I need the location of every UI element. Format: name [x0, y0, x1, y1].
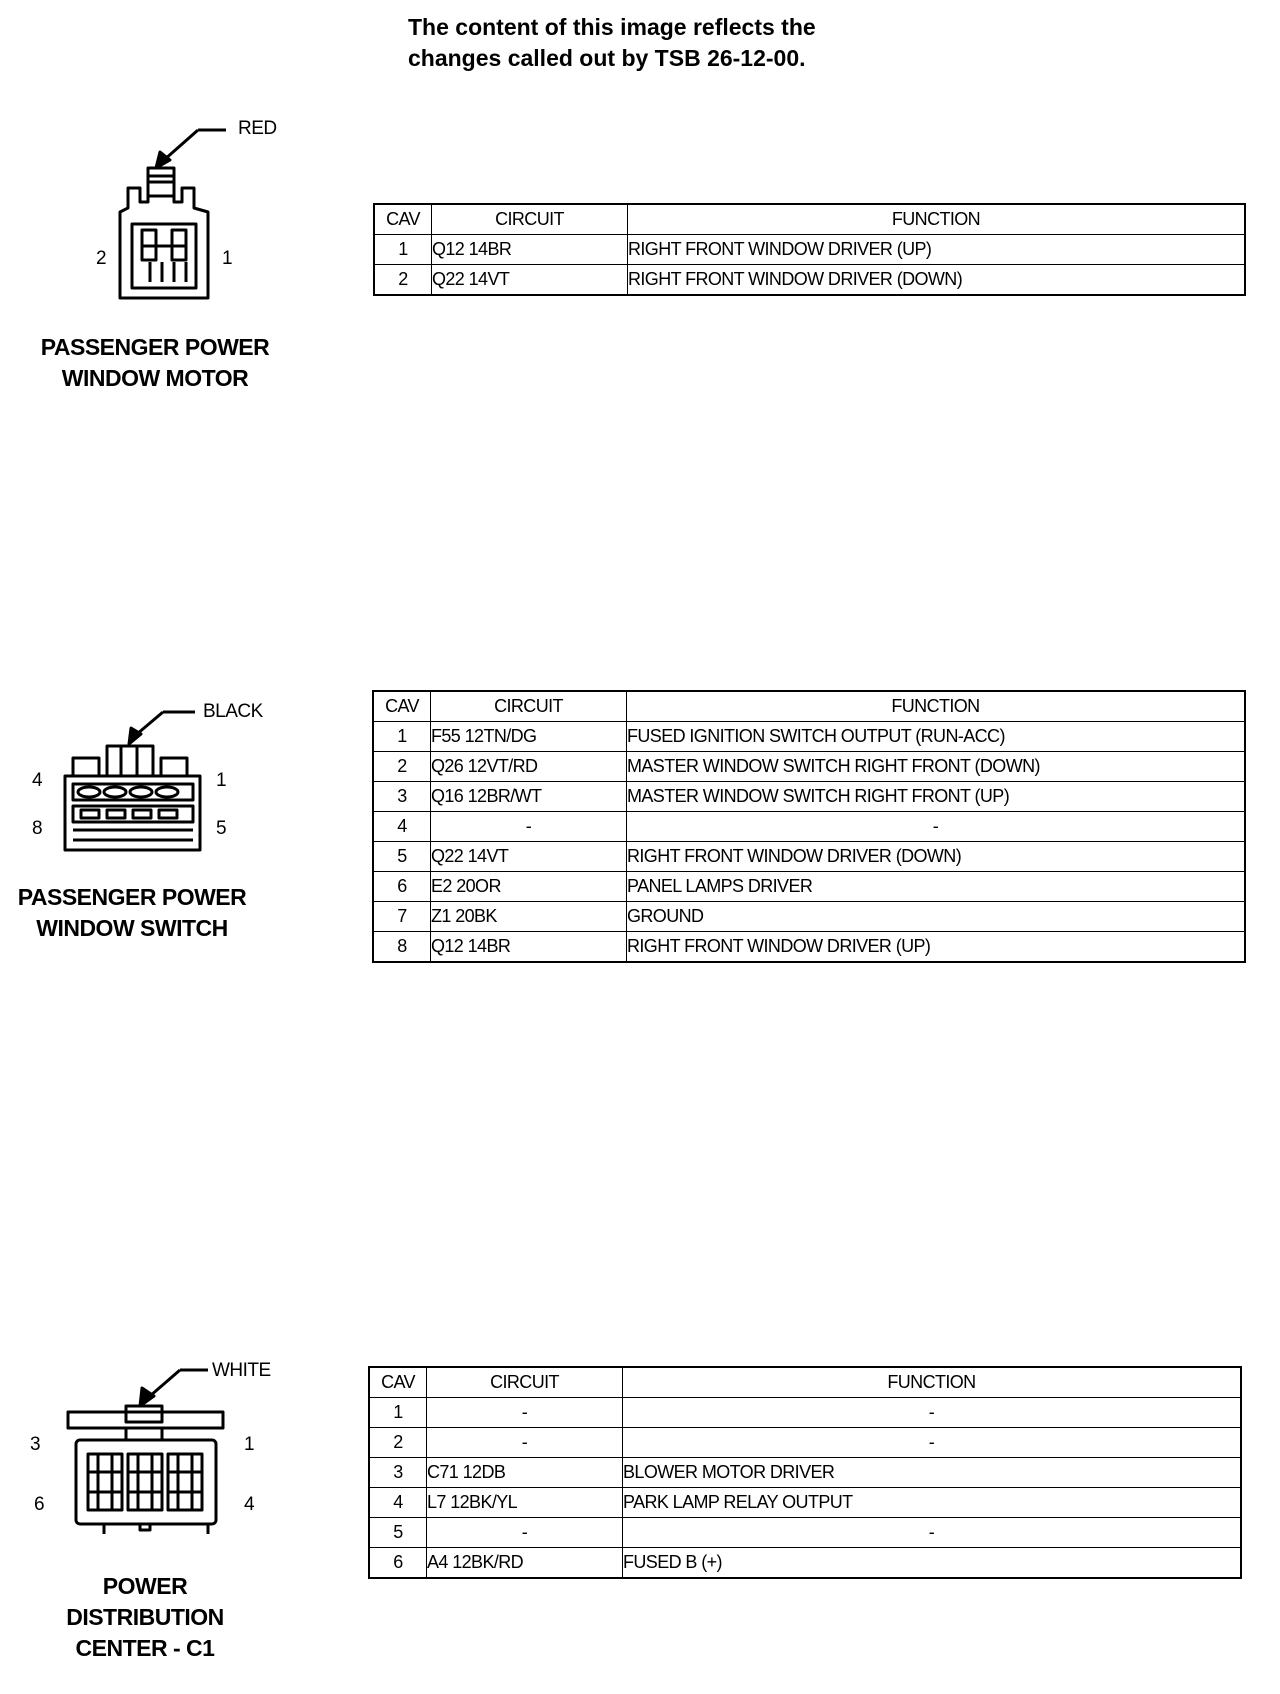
- circuit-cell: Z1 20BK: [431, 902, 627, 932]
- function-cell: BLOWER MOTOR DRIVER: [623, 1458, 1242, 1488]
- function-cell: FUSED B (+): [623, 1548, 1242, 1579]
- circuit-cell: A4 12BK/RD: [427, 1548, 623, 1579]
- table-row: [373, 872, 1245, 902]
- connector-title-line-2: WINDOW MOTOR: [61, 365, 249, 391]
- connector-color-label: BLACK: [203, 701, 263, 722]
- cav-cell: 1: [369, 1398, 427, 1428]
- function-cell: MASTER WINDOW SWITCH RIGHT FRONT (DOWN): [627, 752, 1246, 782]
- connector-title: [0, 882, 264, 944]
- cav-cell: 5: [373, 842, 431, 872]
- connector-title-line-1: PASSENGER POWER: [40, 334, 270, 360]
- connector-title-line-1: PASSENGER POWER: [17, 884, 247, 910]
- function-cell: RIGHT FRONT WINDOW DRIVER (DOWN): [628, 265, 1246, 296]
- cav-cell: 3: [373, 782, 431, 812]
- pin-label-1: 1: [222, 248, 233, 269]
- table-row: [373, 842, 1245, 872]
- column-header-circuit: CIRCUIT: [432, 204, 628, 235]
- cav-cell: 4: [369, 1488, 427, 1518]
- column-header-cav: CAV: [369, 1367, 427, 1398]
- pin-label-1: 1: [244, 1434, 255, 1455]
- circuit-cell: Q22 14VT: [432, 265, 628, 296]
- circuit-cell: -: [427, 1428, 623, 1458]
- circuit-cell: Q12 14BR: [431, 932, 627, 963]
- table-row: [369, 1428, 1241, 1458]
- circuit-cell: Q16 12BR/WT: [431, 782, 627, 812]
- connector-title: [20, 332, 290, 394]
- function-cell: PANEL LAMPS DRIVER: [627, 872, 1246, 902]
- table-row: [373, 752, 1245, 782]
- table-row: [369, 1398, 1241, 1428]
- function-cell: RIGHT FRONT WINDOW DRIVER (DOWN): [627, 842, 1246, 872]
- pin-label-2: 2: [96, 248, 107, 269]
- pin-label-5: 5: [216, 818, 227, 839]
- table-header-row: [374, 204, 1245, 235]
- connector-title-line-2: DISTRIBUTION: [66, 1604, 224, 1630]
- cav-cell: 6: [373, 872, 431, 902]
- function-cell: PARK LAMP RELAY OUTPUT: [623, 1488, 1242, 1518]
- table-header-row: [373, 691, 1245, 722]
- table-header-row: [369, 1367, 1241, 1398]
- circuit-cell: Q12 14BR: [432, 235, 628, 265]
- pin-label-8: 8: [32, 818, 43, 839]
- table-row: [373, 812, 1245, 842]
- table-row: [373, 902, 1245, 932]
- cav-cell: 2: [374, 265, 432, 296]
- function-cell: -: [623, 1518, 1242, 1548]
- circuit-cell: E2 20OR: [431, 872, 627, 902]
- function-cell: -: [627, 812, 1246, 842]
- cav-cell: 1: [373, 722, 431, 752]
- column-header-function: FUNCTION: [623, 1367, 1242, 1398]
- function-cell: MASTER WINDOW SWITCH RIGHT FRONT (UP): [627, 782, 1246, 812]
- circuit-cell: Q22 14VT: [431, 842, 627, 872]
- table-row: [373, 932, 1245, 963]
- tsb-notice-line-2: changes called out by TSB 26-12-00.: [408, 45, 806, 71]
- cav-cell: 2: [373, 752, 431, 782]
- tsb-notice-line-1: The content of this image reflects the: [408, 14, 816, 40]
- connector-title-line-3: CENTER - C1: [75, 1635, 215, 1661]
- circuit-cell: -: [427, 1398, 623, 1428]
- function-cell: FUSED IGNITION SWITCH OUTPUT (RUN-ACC): [627, 722, 1246, 752]
- function-cell: RIGHT FRONT WINDOW DRIVER (UP): [628, 235, 1246, 265]
- table-row: [369, 1488, 1241, 1518]
- table-row: [373, 782, 1245, 812]
- window-motor-connector-drawing: [90, 112, 250, 312]
- table-row: [373, 722, 1245, 752]
- cav-cell: 5: [369, 1518, 427, 1548]
- circuit-cell: L7 12BK/YL: [427, 1488, 623, 1518]
- tsb-notice: [408, 12, 968, 74]
- cav-cell: 8: [373, 932, 431, 963]
- pinout-table-window-switch: [372, 690, 1246, 963]
- function-cell: GROUND: [627, 902, 1246, 932]
- function-cell: -: [623, 1428, 1242, 1458]
- column-header-cav: CAV: [373, 691, 431, 722]
- function-cell: RIGHT FRONT WINDOW DRIVER (UP): [627, 932, 1246, 963]
- column-header-cav: CAV: [374, 204, 432, 235]
- function-cell: -: [623, 1398, 1242, 1428]
- cav-cell: 6: [369, 1548, 427, 1579]
- cav-cell: 4: [373, 812, 431, 842]
- cav-cell: 3: [369, 1458, 427, 1488]
- circuit-cell: C71 12DB: [427, 1458, 623, 1488]
- cav-cell: 7: [373, 902, 431, 932]
- connector-color-label: RED: [238, 118, 277, 139]
- table-row: [369, 1458, 1241, 1488]
- circuit-cell: -: [431, 812, 627, 842]
- pin-label-4: 4: [244, 1494, 255, 1515]
- cav-cell: 2: [369, 1428, 427, 1458]
- pin-label-4: 4: [32, 770, 43, 791]
- pinout-table-pdc-c1: [368, 1366, 1242, 1579]
- connector-title-line-2: WINDOW SWITCH: [36, 915, 228, 941]
- column-header-circuit: CIRCUIT: [431, 691, 627, 722]
- table-row: [369, 1518, 1241, 1548]
- column-header-function: FUNCTION: [628, 204, 1246, 235]
- column-header-circuit: CIRCUIT: [427, 1367, 623, 1398]
- cav-cell: 1: [374, 235, 432, 265]
- pdc-c1-connector-drawing: [60, 1358, 230, 1538]
- circuit-cell: Q26 12VT/RD: [431, 752, 627, 782]
- connector-title-line-1: POWER: [102, 1573, 188, 1599]
- column-header-function: FUNCTION: [627, 691, 1246, 722]
- table-row: [374, 265, 1245, 296]
- pin-label-3: 3: [30, 1434, 41, 1455]
- circuit-cell: -: [427, 1518, 623, 1548]
- window-switch-connector-drawing: [55, 700, 215, 860]
- pin-label-1: 1: [216, 770, 227, 791]
- circuit-cell: F55 12TN/DG: [431, 722, 627, 752]
- table-row: [374, 235, 1245, 265]
- connector-title: [10, 1571, 280, 1664]
- pin-label-6: 6: [34, 1494, 45, 1515]
- connector-color-label: WHITE: [212, 1360, 271, 1381]
- table-row: [369, 1548, 1241, 1579]
- pinout-table-window-motor: [373, 203, 1246, 296]
